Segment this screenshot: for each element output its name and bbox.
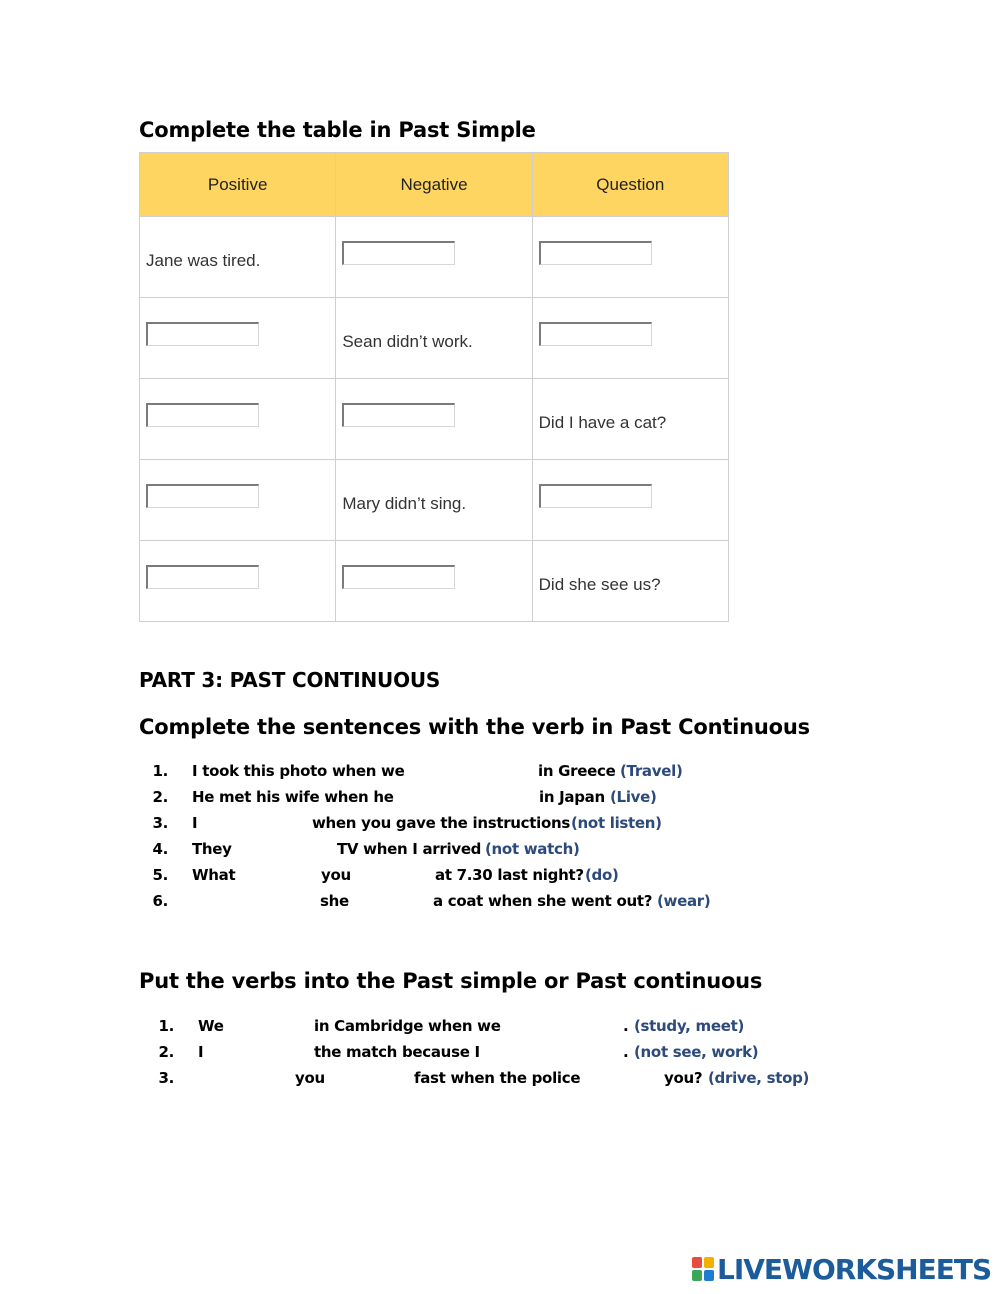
- item-number: 4.: [152, 840, 168, 858]
- verb-hint: (not listen): [571, 814, 662, 832]
- header-question: Question: [532, 153, 728, 217]
- cell-input: [532, 217, 728, 298]
- blank-input[interactable]: [358, 866, 432, 884]
- item-number: 6.: [152, 892, 168, 910]
- cell-input: [140, 379, 336, 460]
- item-number: 2.: [158, 1043, 174, 1061]
- liveworksheets-logo: [692, 1252, 991, 1286]
- table-row: [140, 298, 729, 379]
- answer-input[interactable]: [539, 241, 652, 265]
- cell-input: [336, 217, 532, 298]
- sentence-text: .: [623, 1017, 629, 1035]
- sentence-text: They: [192, 840, 232, 858]
- answer-input[interactable]: [539, 322, 652, 346]
- sentence-text: you?: [664, 1069, 703, 1087]
- part3-title: PART 3: PAST CONTINUOUS: [139, 668, 441, 692]
- verb-hint: (Live): [610, 788, 657, 806]
- item-number: 3.: [158, 1069, 174, 1087]
- answer-input[interactable]: [146, 484, 259, 508]
- blank-input[interactable]: [198, 1069, 292, 1087]
- cell-input: [140, 460, 336, 541]
- cell-input: [140, 298, 336, 379]
- table-title: Complete the table in Past Simple: [139, 118, 536, 142]
- header-negative: Negative: [336, 153, 532, 217]
- blank-input[interactable]: [240, 840, 332, 858]
- verb-hint: (study, meet): [634, 1017, 745, 1035]
- blank-input[interactable]: [412, 762, 532, 780]
- sentence-text: He met his wife when he: [192, 788, 394, 806]
- sentence-text: We: [198, 1017, 224, 1035]
- logo-blocks-icon: [692, 1257, 714, 1281]
- sentence-text: in Greece: [538, 762, 616, 780]
- blank-input[interactable]: [242, 866, 316, 884]
- sentence-text: the match because I: [314, 1043, 480, 1061]
- sentence-text: I took this photo when we: [192, 762, 405, 780]
- sentence-text: .: [623, 1043, 629, 1061]
- past-simple-table: [139, 152, 729, 622]
- sentence-text: TV when I arrived: [337, 840, 482, 858]
- sentence-text: when you gave the instructions: [312, 814, 570, 832]
- table-row: [140, 541, 729, 622]
- table-row: [140, 217, 729, 298]
- blank-input[interactable]: [400, 788, 535, 806]
- sentence-text: in Cambridge when we: [314, 1017, 501, 1035]
- blank-input[interactable]: [232, 1017, 310, 1035]
- answer-input[interactable]: [342, 565, 455, 589]
- verb-hint: (do): [585, 866, 619, 884]
- cell-text: Did I have a cat?: [532, 379, 728, 460]
- sentence-text: in Japan: [539, 788, 605, 806]
- cell-input: [532, 298, 728, 379]
- answer-input[interactable]: [146, 565, 259, 589]
- cell-text: Jane was tired.: [140, 217, 336, 298]
- sentence-text: I: [192, 814, 198, 832]
- table-row: [140, 460, 729, 541]
- table-header-row: [140, 153, 729, 217]
- verb-hint: (not see, work): [634, 1043, 759, 1061]
- cell-text: Did she see us?: [532, 541, 728, 622]
- sentence-text: fast when the police: [414, 1069, 581, 1087]
- cell-input: [336, 379, 532, 460]
- cell-text: Sean didn’t work.: [336, 298, 532, 379]
- item-number: 1.: [158, 1017, 174, 1035]
- item-number: 2.: [152, 788, 168, 806]
- verb-hint: (wear): [657, 892, 711, 910]
- part4-instruction: Put the verbs into the Past simple or Past continuous: [139, 969, 763, 993]
- blank-input[interactable]: [331, 1069, 411, 1087]
- blank-input[interactable]: [506, 1017, 618, 1035]
- blank-input[interactable]: [354, 892, 428, 910]
- answer-input[interactable]: [539, 484, 652, 508]
- item-number: 1.: [152, 762, 168, 780]
- header-positive: Positive: [140, 153, 336, 217]
- sentence-text: you: [295, 1069, 325, 1087]
- cell-input: [532, 460, 728, 541]
- blank-input[interactable]: [214, 1043, 310, 1061]
- part3-instruction: Complete the sentences with the verb in Past Continuous: [139, 715, 810, 739]
- verb-hint: (not watch): [485, 840, 580, 858]
- answer-input[interactable]: [146, 403, 259, 427]
- sentence-text: she: [320, 892, 349, 910]
- blank-input[interactable]: [192, 892, 312, 910]
- item-number: 5.: [152, 866, 168, 884]
- verb-hint: (drive, stop): [708, 1069, 810, 1087]
- cell-text: Mary didn’t sing.: [336, 460, 532, 541]
- cell-input: [140, 541, 336, 622]
- answer-input[interactable]: [342, 403, 455, 427]
- item-number: 3.: [152, 814, 168, 832]
- sentence-text: at 7.30 last night?: [435, 866, 584, 884]
- sentence-text: a coat when she went out?: [433, 892, 653, 910]
- table-row: [140, 379, 729, 460]
- blank-input[interactable]: [486, 1043, 618, 1061]
- sentence-text: I: [198, 1043, 204, 1061]
- blank-input[interactable]: [586, 1069, 661, 1087]
- answer-input[interactable]: [342, 241, 455, 265]
- sentence-text: What: [192, 866, 236, 884]
- blank-input[interactable]: [208, 814, 308, 832]
- sentence-text: you: [321, 866, 351, 884]
- answer-input[interactable]: [146, 322, 259, 346]
- cell-input: [336, 541, 532, 622]
- verb-hint: (Travel): [620, 762, 683, 780]
- logo-text: LIVEWORKSHEETS: [717, 1252, 992, 1286]
